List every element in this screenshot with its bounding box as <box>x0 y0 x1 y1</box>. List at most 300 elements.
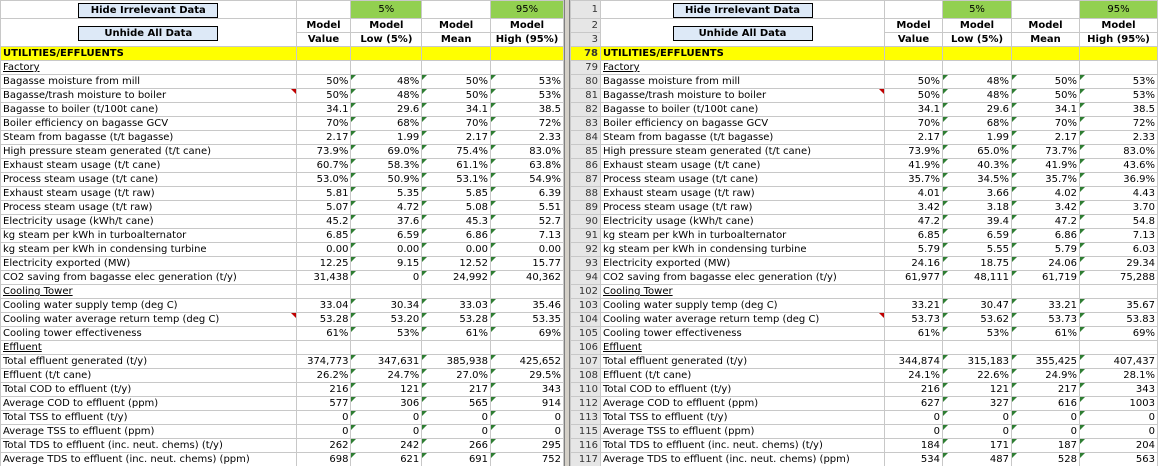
value-cell[interactable] <box>422 285 491 299</box>
value-cell[interactable]: 29.34 <box>1080 257 1158 271</box>
value-cell[interactable]: 43.6% <box>1080 159 1158 173</box>
row-label[interactable]: Total TSS to effluent (t/y) <box>1 411 297 425</box>
value-cell[interactable]: 0 <box>885 411 943 425</box>
value-cell[interactable]: 266 <box>422 439 491 453</box>
value-cell[interactable] <box>296 47 351 61</box>
value-cell[interactable]: 6.85 <box>296 229 351 243</box>
value-cell[interactable]: 0 <box>296 411 351 425</box>
value-cell[interactable]: 26.2% <box>296 369 351 383</box>
value-cell[interactable] <box>296 285 351 299</box>
value-cell[interactable]: 2.17 <box>1012 131 1080 145</box>
value-cell[interactable]: 61% <box>885 327 943 341</box>
value-cell[interactable]: 53.35 <box>491 313 564 327</box>
value-cell[interactable]: 3.18 <box>943 201 1012 215</box>
value-cell[interactable]: 565 <box>422 397 491 411</box>
value-cell[interactable]: 22.6% <box>943 369 1012 383</box>
value-cell[interactable]: 425,652 <box>491 355 564 369</box>
value-cell[interactable]: 83.0% <box>491 145 564 159</box>
value-cell[interactable]: 53% <box>491 75 564 89</box>
value-cell[interactable]: 1.99 <box>351 131 422 145</box>
value-cell[interactable] <box>1080 61 1158 75</box>
value-cell[interactable]: 698 <box>296 453 351 466</box>
value-cell[interactable]: 33.21 <box>885 299 943 313</box>
value-cell[interactable]: 563 <box>1080 453 1158 466</box>
value-cell[interactable]: 184 <box>885 439 943 453</box>
value-cell[interactable]: 0 <box>422 425 491 439</box>
value-cell[interactable] <box>422 47 491 61</box>
value-cell[interactable] <box>943 61 1012 75</box>
hide-irrelevant-data-button[interactable]: Hide Irrelevant Data <box>78 3 218 18</box>
value-cell[interactable]: 216 <box>885 383 943 397</box>
row-label[interactable]: Electricity exported (MW) <box>1 257 297 271</box>
row-label[interactable]: kg steam per kWh in turboalternator <box>601 229 885 243</box>
value-cell[interactable]: 50.9% <box>351 173 422 187</box>
value-cell[interactable]: 216 <box>296 383 351 397</box>
value-cell[interactable]: 3.42 <box>885 201 943 215</box>
hide-irrelevant-data-button[interactable]: Hide Irrelevant Data <box>673 3 813 18</box>
value-cell[interactable]: 5.08 <box>422 201 491 215</box>
value-cell[interactable]: 47.2 <box>885 215 943 229</box>
value-cell[interactable]: 0.00 <box>491 243 564 257</box>
value-cell[interactable]: 0 <box>943 425 1012 439</box>
value-cell[interactable]: 12.52 <box>422 257 491 271</box>
value-cell[interactable]: 6.86 <box>422 229 491 243</box>
row-label[interactable]: Process steam usage (t/t cane) <box>601 173 885 187</box>
value-cell[interactable]: 34.1 <box>422 103 491 117</box>
value-cell[interactable]: 528 <box>1012 453 1080 466</box>
value-cell[interactable]: 48% <box>351 89 422 103</box>
value-cell[interactable]: 68% <box>351 117 422 131</box>
value-cell[interactable]: 217 <box>422 383 491 397</box>
value-cell[interactable]: 29.5% <box>491 369 564 383</box>
value-cell[interactable]: 75.4% <box>422 145 491 159</box>
value-cell[interactable] <box>422 61 491 75</box>
value-cell[interactable]: 53.20 <box>351 313 422 327</box>
value-cell[interactable]: 54.8 <box>1080 215 1158 229</box>
value-cell[interactable]: 5.79 <box>1012 243 1080 257</box>
row-label[interactable]: Average TSS to effluent (ppm) <box>1 425 297 439</box>
value-cell[interactable] <box>1080 285 1158 299</box>
value-cell[interactable]: 7.13 <box>1080 229 1158 243</box>
row-label[interactable]: Bagasse/trash moisture to boiler <box>601 89 885 103</box>
value-cell[interactable]: 355,425 <box>1012 355 1080 369</box>
value-cell[interactable]: 45.3 <box>422 215 491 229</box>
value-cell[interactable]: 4.43 <box>1080 187 1158 201</box>
value-cell[interactable]: 70% <box>422 117 491 131</box>
value-cell[interactable] <box>1080 341 1158 355</box>
value-cell[interactable]: 627 <box>885 397 943 411</box>
value-cell[interactable]: 534 <box>885 453 943 466</box>
value-cell[interactable]: 41.9% <box>885 159 943 173</box>
value-cell[interactable]: 34.1 <box>885 103 943 117</box>
value-cell[interactable]: 53.28 <box>296 313 351 327</box>
value-cell[interactable]: 0 <box>943 411 1012 425</box>
value-cell[interactable]: 24.06 <box>1012 257 1080 271</box>
value-cell[interactable]: 4.72 <box>351 201 422 215</box>
value-cell[interactable]: 61% <box>1012 327 1080 341</box>
value-cell[interactable]: 53% <box>1080 89 1158 103</box>
value-cell[interactable]: 343 <box>1080 383 1158 397</box>
value-cell[interactable]: 24.9% <box>1012 369 1080 383</box>
value-cell[interactable]: 24.7% <box>351 369 422 383</box>
row-label[interactable]: Bagasse to boiler (t/100t cane) <box>601 103 885 117</box>
value-cell[interactable]: 69.0% <box>351 145 422 159</box>
value-cell[interactable] <box>491 341 564 355</box>
value-cell[interactable]: 53% <box>943 327 1012 341</box>
value-cell[interactable]: 61.1% <box>422 159 491 173</box>
row-label[interactable]: Bagasse to boiler (t/100t cane) <box>1 103 297 117</box>
value-cell[interactable]: 61,977 <box>885 271 943 285</box>
value-cell[interactable]: 0 <box>885 425 943 439</box>
value-cell[interactable]: 54.9% <box>491 173 564 187</box>
row-label[interactable]: Exhaust steam usage (t/t cane) <box>1 159 297 173</box>
row-label[interactable]: Total COD to effluent (t/y) <box>601 383 885 397</box>
value-cell[interactable] <box>943 341 1012 355</box>
value-cell[interactable]: 327 <box>943 397 1012 411</box>
row-label[interactable]: Electricity exported (MW) <box>601 257 885 271</box>
value-cell[interactable]: 58.3% <box>351 159 422 173</box>
value-cell[interactable] <box>885 341 943 355</box>
value-cell[interactable]: 34.1 <box>1012 103 1080 117</box>
value-cell[interactable] <box>943 47 1012 61</box>
value-cell[interactable] <box>296 341 351 355</box>
value-cell[interactable]: 5.51 <box>491 201 564 215</box>
value-cell[interactable]: 0 <box>1080 411 1158 425</box>
value-cell[interactable]: 5.35 <box>351 187 422 201</box>
value-cell[interactable]: 45.2 <box>296 215 351 229</box>
row-label[interactable]: Total effluent generated (t/y) <box>601 355 885 369</box>
value-cell[interactable]: 48,111 <box>943 271 1012 285</box>
row-label[interactable]: Bagasse moisture from mill <box>1 75 297 89</box>
value-cell[interactable]: 28.1% <box>1080 369 1158 383</box>
value-cell[interactable]: 621 <box>351 453 422 466</box>
row-label[interactable]: Average TSS to effluent (ppm) <box>601 425 885 439</box>
value-cell[interactable]: 73.9% <box>296 145 351 159</box>
row-label[interactable]: Average TDS to effluent (inc. neut. chems) (ppm) <box>1 453 297 466</box>
row-label[interactable]: Process steam usage (t/t raw) <box>1 201 297 215</box>
value-cell[interactable]: 50% <box>296 89 351 103</box>
value-cell[interactable]: 344,874 <box>885 355 943 369</box>
value-cell[interactable]: 48% <box>943 75 1012 89</box>
value-cell[interactable]: 63.8% <box>491 159 564 173</box>
row-label[interactable]: Cooling water average return temp (deg C) <box>601 313 885 327</box>
row-label[interactable]: High pressure steam generated (t/t cane) <box>1 145 297 159</box>
value-cell[interactable]: 70% <box>296 117 351 131</box>
unhide-all-data-button[interactable]: Unhide All Data <box>673 26 813 41</box>
value-cell[interactable]: 38.5 <box>491 103 564 117</box>
value-cell[interactable]: 50% <box>885 75 943 89</box>
value-cell[interactable]: 407,437 <box>1080 355 1158 369</box>
row-label[interactable]: Bagasse moisture from mill <box>601 75 885 89</box>
value-cell[interactable]: 50% <box>422 89 491 103</box>
value-cell[interactable]: 0 <box>491 425 564 439</box>
value-cell[interactable]: 6.59 <box>351 229 422 243</box>
value-cell[interactable]: 0.00 <box>351 243 422 257</box>
value-cell[interactable]: 70% <box>1012 117 1080 131</box>
value-cell[interactable]: 29.6 <box>943 103 1012 117</box>
row-label[interactable]: kg steam per kWh in condensing turbine <box>601 243 885 257</box>
value-cell[interactable]: 2.17 <box>422 131 491 145</box>
value-cell[interactable]: 24,992 <box>422 271 491 285</box>
value-cell[interactable] <box>1012 285 1080 299</box>
row-label[interactable]: Average COD to effluent (ppm) <box>601 397 885 411</box>
value-cell[interactable]: 1.99 <box>943 131 1012 145</box>
value-cell[interactable]: 914 <box>491 397 564 411</box>
value-cell[interactable] <box>351 341 422 355</box>
value-cell[interactable] <box>1012 47 1080 61</box>
row-label[interactable]: Effluent (t/t cane) <box>1 369 297 383</box>
row-label[interactable]: Average TDS to effluent (inc. neut. chems) (ppm) <box>601 453 885 466</box>
value-cell[interactable]: 6.85 <box>885 229 943 243</box>
value-cell[interactable] <box>491 285 564 299</box>
row-label[interactable]: Electricity usage (kWh/t cane) <box>601 215 885 229</box>
value-cell[interactable]: 73.7% <box>1012 145 1080 159</box>
value-cell[interactable]: 5.79 <box>885 243 943 257</box>
row-label[interactable]: Effluent <box>1 341 297 355</box>
value-cell[interactable]: 24.1% <box>885 369 943 383</box>
value-cell[interactable] <box>885 61 943 75</box>
value-cell[interactable]: 50% <box>422 75 491 89</box>
value-cell[interactable]: 48% <box>351 75 422 89</box>
value-cell[interactable]: 385,938 <box>422 355 491 369</box>
value-cell[interactable]: 75,288 <box>1080 271 1158 285</box>
row-label[interactable]: UTILITIES/EFFLUENTS <box>1 47 297 61</box>
value-cell[interactable]: 53% <box>491 89 564 103</box>
value-cell[interactable]: 347,631 <box>351 355 422 369</box>
value-cell[interactable]: 577 <box>296 397 351 411</box>
value-cell[interactable]: 40,362 <box>491 271 564 285</box>
value-cell[interactable] <box>1080 47 1158 61</box>
value-cell[interactable]: 2.33 <box>491 131 564 145</box>
value-cell[interactable]: 61,719 <box>1012 271 1080 285</box>
value-cell[interactable]: 35.67 <box>1080 299 1158 313</box>
value-cell[interactable]: 27.0% <box>422 369 491 383</box>
value-cell[interactable]: 0 <box>1012 411 1080 425</box>
value-cell[interactable] <box>491 61 564 75</box>
value-cell[interactable]: 53.28 <box>422 313 491 327</box>
value-cell[interactable]: 0 <box>351 271 422 285</box>
row-label[interactable]: Process steam usage (t/t cane) <box>1 173 297 187</box>
value-cell[interactable]: 33.04 <box>296 299 351 313</box>
row-label[interactable]: Total TDS to effluent (inc. neut. chems) (t/y) <box>1 439 297 453</box>
value-cell[interactable]: 616 <box>1012 397 1080 411</box>
value-cell[interactable]: 48% <box>943 89 1012 103</box>
row-label[interactable]: Factory <box>601 61 885 75</box>
value-cell[interactable] <box>491 47 564 61</box>
value-cell[interactable]: 15.77 <box>491 257 564 271</box>
value-cell[interactable]: 0.00 <box>296 243 351 257</box>
value-cell[interactable] <box>422 341 491 355</box>
row-label[interactable]: Cooling tower effectiveness <box>1 327 297 341</box>
value-cell[interactable]: 262 <box>296 439 351 453</box>
value-cell[interactable]: 315,183 <box>943 355 1012 369</box>
value-cell[interactable]: 6.86 <box>1012 229 1080 243</box>
value-cell[interactable]: 41.9% <box>1012 159 1080 173</box>
value-cell[interactable]: 34.5% <box>943 173 1012 187</box>
value-cell[interactable]: 61% <box>296 327 351 341</box>
row-label[interactable]: Effluent (t/t cane) <box>601 369 885 383</box>
value-cell[interactable] <box>351 285 422 299</box>
row-label[interactable]: Total TDS to effluent (inc. neut. chems) (t/y) <box>601 439 885 453</box>
value-cell[interactable]: 65.0% <box>943 145 1012 159</box>
row-label[interactable]: Cooling Tower <box>1 285 297 299</box>
row-label[interactable]: Process steam usage (t/t raw) <box>601 201 885 215</box>
value-cell[interactable]: 53.73 <box>1012 313 1080 327</box>
value-cell[interactable]: 50% <box>1012 75 1080 89</box>
value-cell[interactable]: 5.07 <box>296 201 351 215</box>
value-cell[interactable]: 69% <box>1080 327 1158 341</box>
value-cell[interactable]: 2.17 <box>296 131 351 145</box>
value-cell[interactable]: 53.83 <box>1080 313 1158 327</box>
value-cell[interactable] <box>1012 341 1080 355</box>
value-cell[interactable]: 295 <box>491 439 564 453</box>
value-cell[interactable]: 30.47 <box>943 299 1012 313</box>
value-cell[interactable]: 50% <box>296 75 351 89</box>
value-cell[interactable]: 53.0% <box>296 173 351 187</box>
value-cell[interactable]: 39.4 <box>943 215 1012 229</box>
value-cell[interactable]: 33.21 <box>1012 299 1080 313</box>
row-label[interactable]: Effluent <box>601 341 885 355</box>
value-cell[interactable]: 3.66 <box>943 187 1012 201</box>
value-cell[interactable]: 4.02 <box>1012 187 1080 201</box>
row-label[interactable]: UTILITIES/EFFLUENTS <box>601 47 885 61</box>
value-cell[interactable]: 121 <box>351 383 422 397</box>
row-label[interactable]: CO2 saving from bagasse elec generation (t/y) <box>1 271 297 285</box>
value-cell[interactable]: 9.15 <box>351 257 422 271</box>
value-cell[interactable]: 68% <box>943 117 1012 131</box>
value-cell[interactable] <box>296 61 351 75</box>
value-cell[interactable]: 204 <box>1080 439 1158 453</box>
value-cell[interactable]: 83.0% <box>1080 145 1158 159</box>
value-cell[interactable] <box>943 285 1012 299</box>
value-cell[interactable]: 35.7% <box>885 173 943 187</box>
value-cell[interactable]: 61% <box>422 327 491 341</box>
value-cell[interactable]: 24.16 <box>885 257 943 271</box>
value-cell[interactable]: 35.46 <box>491 299 564 313</box>
row-label[interactable]: Exhaust steam usage (t/t cane) <box>601 159 885 173</box>
value-cell[interactable]: 242 <box>351 439 422 453</box>
value-cell[interactable]: 53% <box>351 327 422 341</box>
value-cell[interactable]: 2.33 <box>1080 131 1158 145</box>
value-cell[interactable]: 5.85 <box>422 187 491 201</box>
row-label[interactable]: High pressure steam generated (t/t cane) <box>601 145 885 159</box>
value-cell[interactable]: 52.7 <box>491 215 564 229</box>
value-cell[interactable]: 752 <box>491 453 564 466</box>
value-cell[interactable]: 5.81 <box>296 187 351 201</box>
unhide-all-data-button[interactable]: Unhide All Data <box>78 26 218 41</box>
row-label[interactable]: Factory <box>1 61 297 75</box>
row-label[interactable]: Total effluent generated (t/y) <box>1 355 297 369</box>
row-label[interactable]: Cooling water supply temp (deg C) <box>1 299 297 313</box>
value-cell[interactable]: 2.17 <box>885 131 943 145</box>
value-cell[interactable]: 60.7% <box>296 159 351 173</box>
row-label[interactable]: kg steam per kWh in turboalternator <box>1 229 297 243</box>
value-cell[interactable]: 121 <box>943 383 1012 397</box>
row-label[interactable]: Cooling water supply temp (deg C) <box>601 299 885 313</box>
value-cell[interactable]: 3.42 <box>1012 201 1080 215</box>
value-cell[interactable]: 306 <box>351 397 422 411</box>
row-label[interactable]: Electricity usage (kWh/t cane) <box>1 215 297 229</box>
value-cell[interactable]: 70% <box>885 117 943 131</box>
value-cell[interactable]: 12.25 <box>296 257 351 271</box>
value-cell[interactable]: 53.1% <box>422 173 491 187</box>
row-label[interactable]: Total COD to effluent (t/y) <box>1 383 297 397</box>
value-cell[interactable]: 487 <box>943 453 1012 466</box>
value-cell[interactable]: 0 <box>422 411 491 425</box>
value-cell[interactable]: 30.34 <box>351 299 422 313</box>
value-cell[interactable] <box>885 47 943 61</box>
row-label[interactable]: CO2 saving from bagasse elec generation (t/y) <box>601 271 885 285</box>
value-cell[interactable]: 7.13 <box>491 229 564 243</box>
value-cell[interactable]: 171 <box>943 439 1012 453</box>
row-label[interactable]: Cooling Tower <box>601 285 885 299</box>
row-label[interactable]: kg steam per kWh in condensing turbine <box>1 243 297 257</box>
value-cell[interactable]: 53.62 <box>943 313 1012 327</box>
value-cell[interactable]: 69% <box>491 327 564 341</box>
value-cell[interactable]: 0 <box>1080 425 1158 439</box>
value-cell[interactable]: 0 <box>351 425 422 439</box>
value-cell[interactable]: 4.01 <box>885 187 943 201</box>
value-cell[interactable]: 73.9% <box>885 145 943 159</box>
value-cell[interactable]: 35.7% <box>1012 173 1080 187</box>
value-cell[interactable]: 6.03 <box>1080 243 1158 257</box>
value-cell[interactable]: 0.00 <box>422 243 491 257</box>
value-cell[interactable]: 53% <box>1080 75 1158 89</box>
row-label[interactable]: Boiler efficiency on bagasse GCV <box>1 117 297 131</box>
value-cell[interactable]: 187 <box>1012 439 1080 453</box>
value-cell[interactable]: 0 <box>1012 425 1080 439</box>
value-cell[interactable]: 38.5 <box>1080 103 1158 117</box>
row-label[interactable]: Bagasse/trash moisture to boiler <box>1 89 297 103</box>
value-cell[interactable]: 5.55 <box>943 243 1012 257</box>
value-cell[interactable]: 47.2 <box>1012 215 1080 229</box>
value-cell[interactable] <box>351 47 422 61</box>
value-cell[interactable]: 34.1 <box>296 103 351 117</box>
row-label[interactable]: Total TSS to effluent (t/y) <box>601 411 885 425</box>
value-cell[interactable] <box>1012 61 1080 75</box>
value-cell[interactable] <box>885 285 943 299</box>
value-cell[interactable]: 0 <box>491 411 564 425</box>
value-cell[interactable]: 72% <box>1080 117 1158 131</box>
row-label[interactable]: Steam from bagasse (t/t bagasse) <box>1 131 297 145</box>
row-label[interactable]: Average COD to effluent (ppm) <box>1 397 297 411</box>
row-label[interactable]: Cooling tower effectiveness <box>601 327 885 341</box>
value-cell[interactable]: 29.6 <box>351 103 422 117</box>
row-label[interactable]: Exhaust steam usage (t/t raw) <box>601 187 885 201</box>
value-cell[interactable]: 50% <box>885 89 943 103</box>
value-cell[interactable]: 18.75 <box>943 257 1012 271</box>
value-cell[interactable]: 33.03 <box>422 299 491 313</box>
value-cell[interactable]: 31,438 <box>296 271 351 285</box>
value-cell[interactable]: 217 <box>1012 383 1080 397</box>
value-cell[interactable]: 6.59 <box>943 229 1012 243</box>
value-cell[interactable]: 36.9% <box>1080 173 1158 187</box>
value-cell[interactable]: 72% <box>491 117 564 131</box>
value-cell[interactable]: 37.6 <box>351 215 422 229</box>
value-cell[interactable]: 1003 <box>1080 397 1158 411</box>
value-cell[interactable]: 374,773 <box>296 355 351 369</box>
value-cell[interactable]: 50% <box>1012 89 1080 103</box>
value-cell[interactable]: 53.73 <box>885 313 943 327</box>
value-cell[interactable]: 6.39 <box>491 187 564 201</box>
value-cell[interactable]: 3.70 <box>1080 201 1158 215</box>
value-cell[interactable]: 0 <box>296 425 351 439</box>
value-cell[interactable]: 0 <box>351 411 422 425</box>
row-label[interactable]: Boiler efficiency on bagasse GCV <box>601 117 885 131</box>
row-label[interactable]: Exhaust steam usage (t/t raw) <box>1 187 297 201</box>
row-label[interactable]: Steam from bagasse (t/t bagasse) <box>601 131 885 145</box>
value-cell[interactable]: 691 <box>422 453 491 466</box>
